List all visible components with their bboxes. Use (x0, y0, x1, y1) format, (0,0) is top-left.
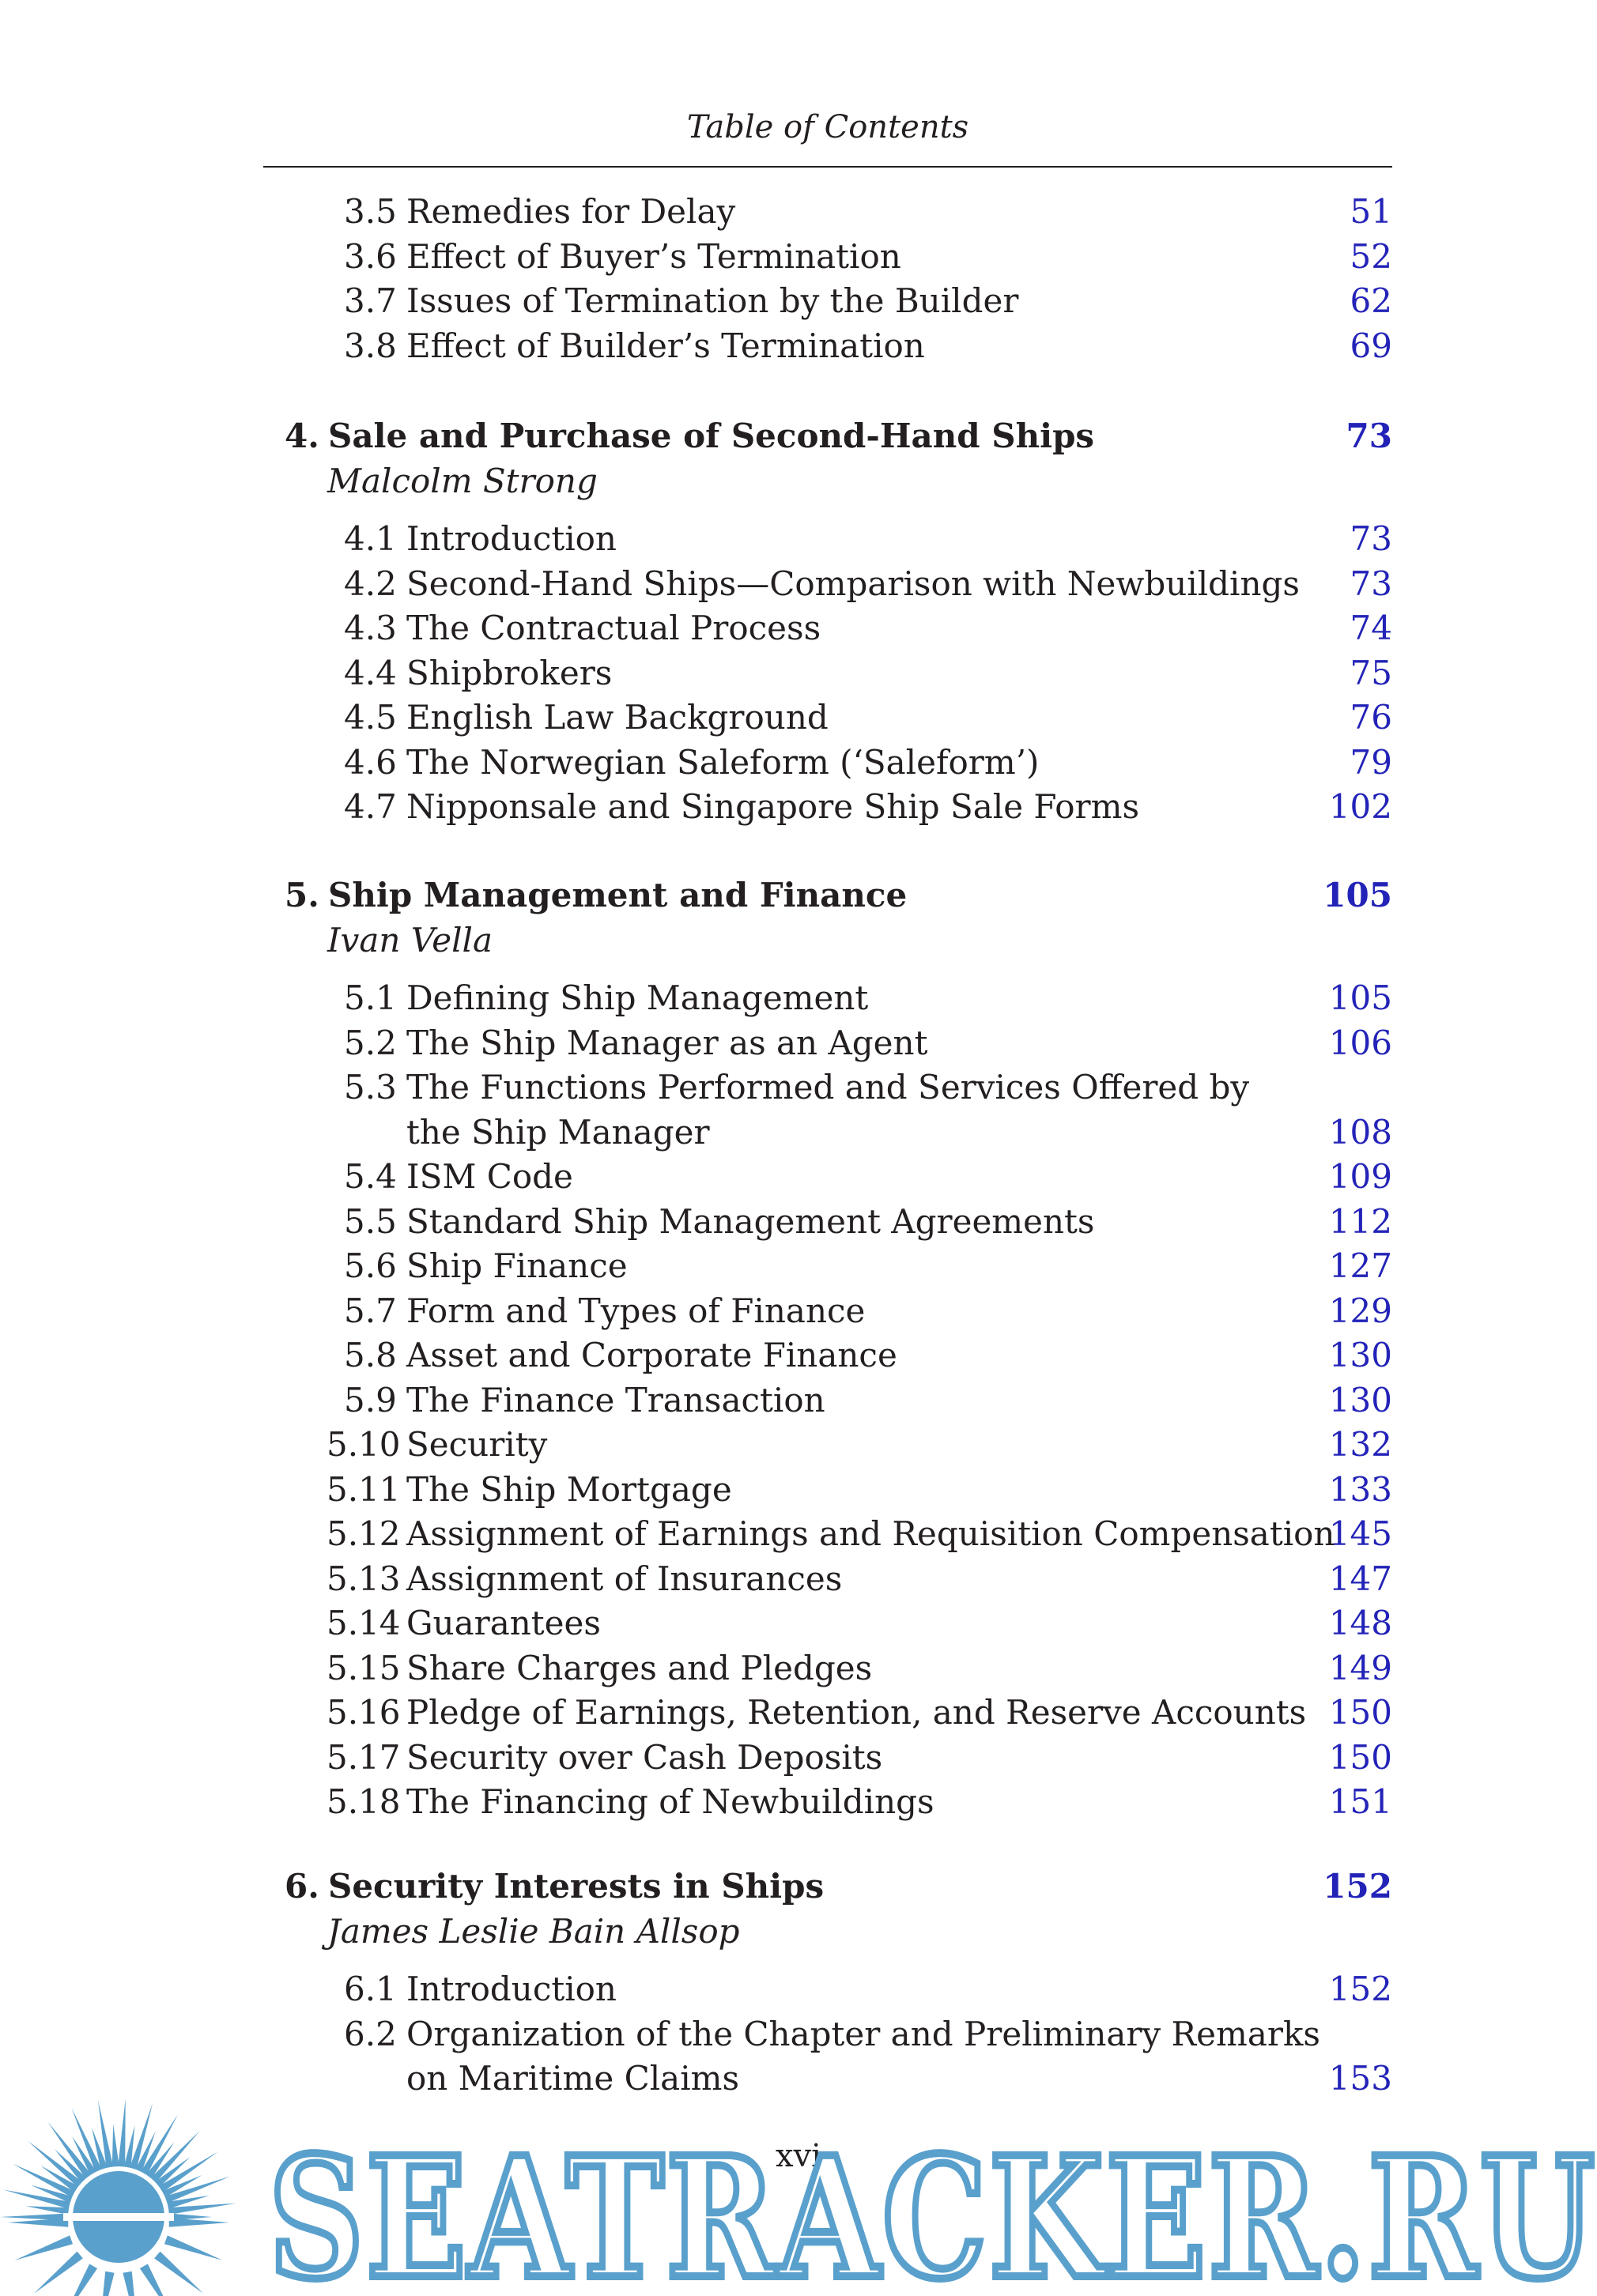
page-link[interactable]: 133 (1328, 1469, 1392, 1509)
watermark (0, 2055, 1597, 2296)
entry-number: 3.5 (344, 192, 397, 231)
page-link[interactable]: 62 (1350, 281, 1392, 320)
entry-title: Security over Cash Deposits (406, 1737, 883, 1777)
toc-section[interactable] (344, 192, 1392, 232)
running-head: Table of Contents (686, 109, 969, 145)
entry-number: 5.16 (327, 1693, 401, 1732)
entry-number: 4.7 (344, 787, 397, 826)
toc-section[interactable] (344, 237, 1392, 277)
page-link[interactable]: 69 (1350, 326, 1392, 365)
page-link[interactable]: 150 (1328, 1693, 1392, 1732)
entry-number: 5.4 (344, 1157, 397, 1196)
page-link[interactable]: 148 (1328, 1604, 1392, 1642)
header-rule (263, 166, 1392, 168)
page-folio: xvi (776, 2138, 821, 2174)
entry-number: 5.6 (344, 1246, 397, 1285)
toc-section[interactable] (344, 1381, 1392, 1420)
entry-title: James Leslie Bain Allsop (327, 1911, 740, 1951)
toc-section[interactable] (344, 1024, 1392, 1063)
entry-number: 6.2 (344, 2014, 397, 2053)
toc-chapter[interactable] (285, 876, 1392, 915)
page-link[interactable]: 152 (1323, 1867, 1392, 1906)
page-link[interactable]: 76 (1350, 698, 1392, 737)
page-link[interactable]: 153 (1328, 2059, 1392, 2098)
page-link[interactable]: 51 (1350, 192, 1392, 231)
entry-number: 5.3 (344, 1068, 397, 1107)
entry-title: Guarantees (406, 1604, 601, 1642)
entry-number: 5.17 (327, 1737, 401, 1777)
entry-title: Issues of Termination by the Builder (406, 281, 1019, 320)
entry-number: 4. (285, 417, 319, 455)
entry-title: Effect of Buyer’s Termination (406, 236, 901, 276)
sun-logo-icon (0, 2098, 236, 2296)
page-link[interactable]: 52 (1350, 236, 1392, 276)
page-link[interactable]: 73 (1350, 564, 1392, 603)
entry-title: Assignment of Insurances (406, 1559, 843, 1598)
entry-title: The Functions Performed and Services Offered by (406, 1068, 1250, 1107)
entry-number: 5.15 (327, 1648, 401, 1687)
entry-title: on Maritime Claims (406, 2059, 740, 2098)
entry-number: 5.13 (327, 1559, 401, 1598)
entry-title: English Law Background (406, 698, 829, 737)
entry-number: 3.6 (344, 236, 397, 276)
toc-section[interactable] (344, 609, 1392, 648)
entry-title: Shipbrokers (406, 653, 613, 692)
toc-section[interactable] (327, 1693, 1392, 1732)
page-link[interactable]: 149 (1328, 1648, 1392, 1687)
entry-title: Defining Ship Management (406, 978, 869, 1017)
toc-section[interactable] (344, 1246, 1392, 1286)
toc-section[interactable] (344, 787, 1392, 827)
toc-section[interactable] (344, 326, 1392, 366)
entry-title: ISM Code (406, 1157, 573, 1196)
toc-section-continued[interactable] (406, 1113, 1392, 1152)
entry-number: 5.10 (327, 1425, 401, 1464)
page-link[interactable]: 127 (1328, 1246, 1392, 1285)
toc-chapter[interactable] (285, 1867, 1392, 1906)
entry-number: 3.7 (344, 281, 397, 320)
page-link[interactable]: 109 (1328, 1157, 1392, 1196)
page-link[interactable]: 73 (1350, 519, 1392, 558)
page-link[interactable]: 102 (1328, 787, 1392, 826)
entry-title: Ship Management and Finance (328, 876, 908, 914)
toc-section[interactable] (327, 1470, 1392, 1510)
entry-number: 5.2 (344, 1023, 397, 1062)
entry-number: 5.5 (344, 1201, 397, 1241)
toc-section[interactable] (344, 1291, 1392, 1331)
toc-section[interactable] (327, 1514, 1392, 1554)
entry-title: Asset and Corporate Finance (406, 1336, 897, 1374)
page-link[interactable]: 108 (1328, 1112, 1392, 1152)
entry-number: 5. (285, 876, 319, 914)
entry-title: Form and Types of Finance (406, 1291, 866, 1330)
entry-title: Ivan Vella (327, 920, 493, 959)
toc-section[interactable] (344, 519, 1392, 559)
toc-section[interactable] (327, 1649, 1392, 1688)
entry-number: 5.14 (327, 1604, 401, 1642)
chapter-author[interactable] (327, 1912, 1392, 1951)
entry-title: Security Interests in Ships (328, 1867, 825, 1906)
entry-number: 4.6 (344, 742, 397, 782)
toc-section[interactable] (344, 698, 1392, 737)
entry-title: Assignment of Earnings and Requisition Compensation (406, 1514, 1335, 1553)
entry-title: The Ship Manager as an Agent (406, 1023, 928, 1062)
entry-title: The Contractual Process (406, 609, 821, 647)
toc-section[interactable] (344, 564, 1392, 604)
watermark-text: SEATRACKER.RU (269, 2121, 1597, 2296)
entry-title: Organization of the Chapter and Preliminary Remarks (406, 2014, 1320, 2053)
page-link[interactable]: 112 (1328, 1201, 1392, 1241)
entry-title: The Finance Transaction (406, 1380, 825, 1419)
toc-section[interactable] (344, 1970, 1392, 2009)
toc-section[interactable] (327, 1559, 1392, 1599)
chapter-author[interactable] (327, 921, 1392, 960)
entry-title: The Norwegian Saleform (‘Saleform’) (406, 742, 1040, 782)
page-link[interactable]: 74 (1350, 609, 1392, 647)
entry-number: 4.2 (344, 564, 397, 603)
entry-number: 4.5 (344, 698, 397, 737)
entry-title: Standard Ship Management Agreements (406, 1201, 1095, 1241)
entry-title: Ship Finance (406, 1246, 628, 1285)
entry-title: The Ship Mortgage (406, 1469, 732, 1509)
toc-section[interactable] (344, 743, 1392, 782)
page-link[interactable]: 79 (1350, 742, 1392, 782)
page-link[interactable]: 150 (1328, 1737, 1392, 1777)
page-link[interactable]: 132 (1328, 1425, 1392, 1464)
entry-title: Introduction (406, 519, 617, 558)
toc-section[interactable] (327, 1782, 1392, 1822)
page-link[interactable]: 151 (1328, 1782, 1392, 1821)
entry-title: Effect of Builder’s Termination (406, 326, 925, 365)
entry-title: Introduction (406, 1970, 617, 2008)
entry-title: Remedies for Delay (406, 192, 736, 231)
entry-number: 5.9 (344, 1380, 397, 1419)
toc-section[interactable] (344, 281, 1392, 321)
entry-number: 3.8 (344, 326, 397, 365)
toc-section[interactable] (327, 1738, 1392, 1778)
entry-number: 5.18 (327, 1782, 401, 1821)
page-link[interactable]: 73 (1346, 417, 1392, 455)
entry-title: The Financing of Newbuildings (406, 1782, 934, 1821)
entry-number: 6.1 (344, 1970, 397, 2008)
entry-title: Security (406, 1425, 548, 1464)
page-link[interactable]: 130 (1328, 1336, 1392, 1374)
entry-title: the Ship Manager (406, 1112, 710, 1152)
toc-section[interactable] (344, 2015, 1392, 2054)
entry-title: Share Charges and Pledges (406, 1648, 873, 1687)
toc-section[interactable] (344, 978, 1392, 1018)
entry-number: 4.3 (344, 609, 397, 647)
page-link[interactable]: 105 (1328, 978, 1392, 1017)
entry-title: Second-Hand Ships—Comparison with Newbuildings (406, 564, 1300, 603)
toc-section[interactable] (344, 1068, 1392, 1107)
page-link[interactable]: 129 (1328, 1291, 1392, 1330)
page-link[interactable]: 130 (1328, 1380, 1392, 1419)
toc-section[interactable] (344, 1157, 1392, 1197)
page-link[interactable]: 145 (1328, 1514, 1392, 1553)
toc-section[interactable] (344, 654, 1392, 693)
toc-section[interactable] (327, 1425, 1392, 1465)
page-link[interactable]: 152 (1328, 1970, 1392, 2008)
entry-number: 5.7 (344, 1291, 397, 1330)
chapter-author[interactable] (327, 462, 1392, 501)
entry-number: 5.11 (327, 1469, 401, 1509)
page-link[interactable]: 147 (1328, 1559, 1392, 1598)
entry-title: Sale and Purchase of Second-Hand Ships (328, 417, 1095, 455)
entry-number: 4.1 (344, 519, 397, 558)
page-link[interactable]: 106 (1328, 1023, 1392, 1062)
entry-title: Malcolm Strong (327, 461, 598, 500)
entry-number: 6. (285, 1867, 319, 1906)
page-link[interactable]: 75 (1350, 653, 1392, 692)
toc-section[interactable] (327, 1604, 1392, 1643)
toc-chapter[interactable] (285, 417, 1392, 456)
toc-section[interactable] (344, 1202, 1392, 1242)
toc-section[interactable] (344, 1336, 1392, 1375)
page-link[interactable]: 105 (1323, 876, 1392, 914)
entry-number: 5.1 (344, 978, 397, 1017)
entry-number: 5.12 (327, 1514, 401, 1553)
entry-title: Nipponsale and Singapore Ship Sale Forms (406, 787, 1140, 826)
entry-number: 5.8 (344, 1336, 397, 1374)
entry-title: Pledge of Earnings, Retention, and Reserve Accounts (406, 1693, 1307, 1732)
entry-number: 4.4 (344, 653, 397, 692)
